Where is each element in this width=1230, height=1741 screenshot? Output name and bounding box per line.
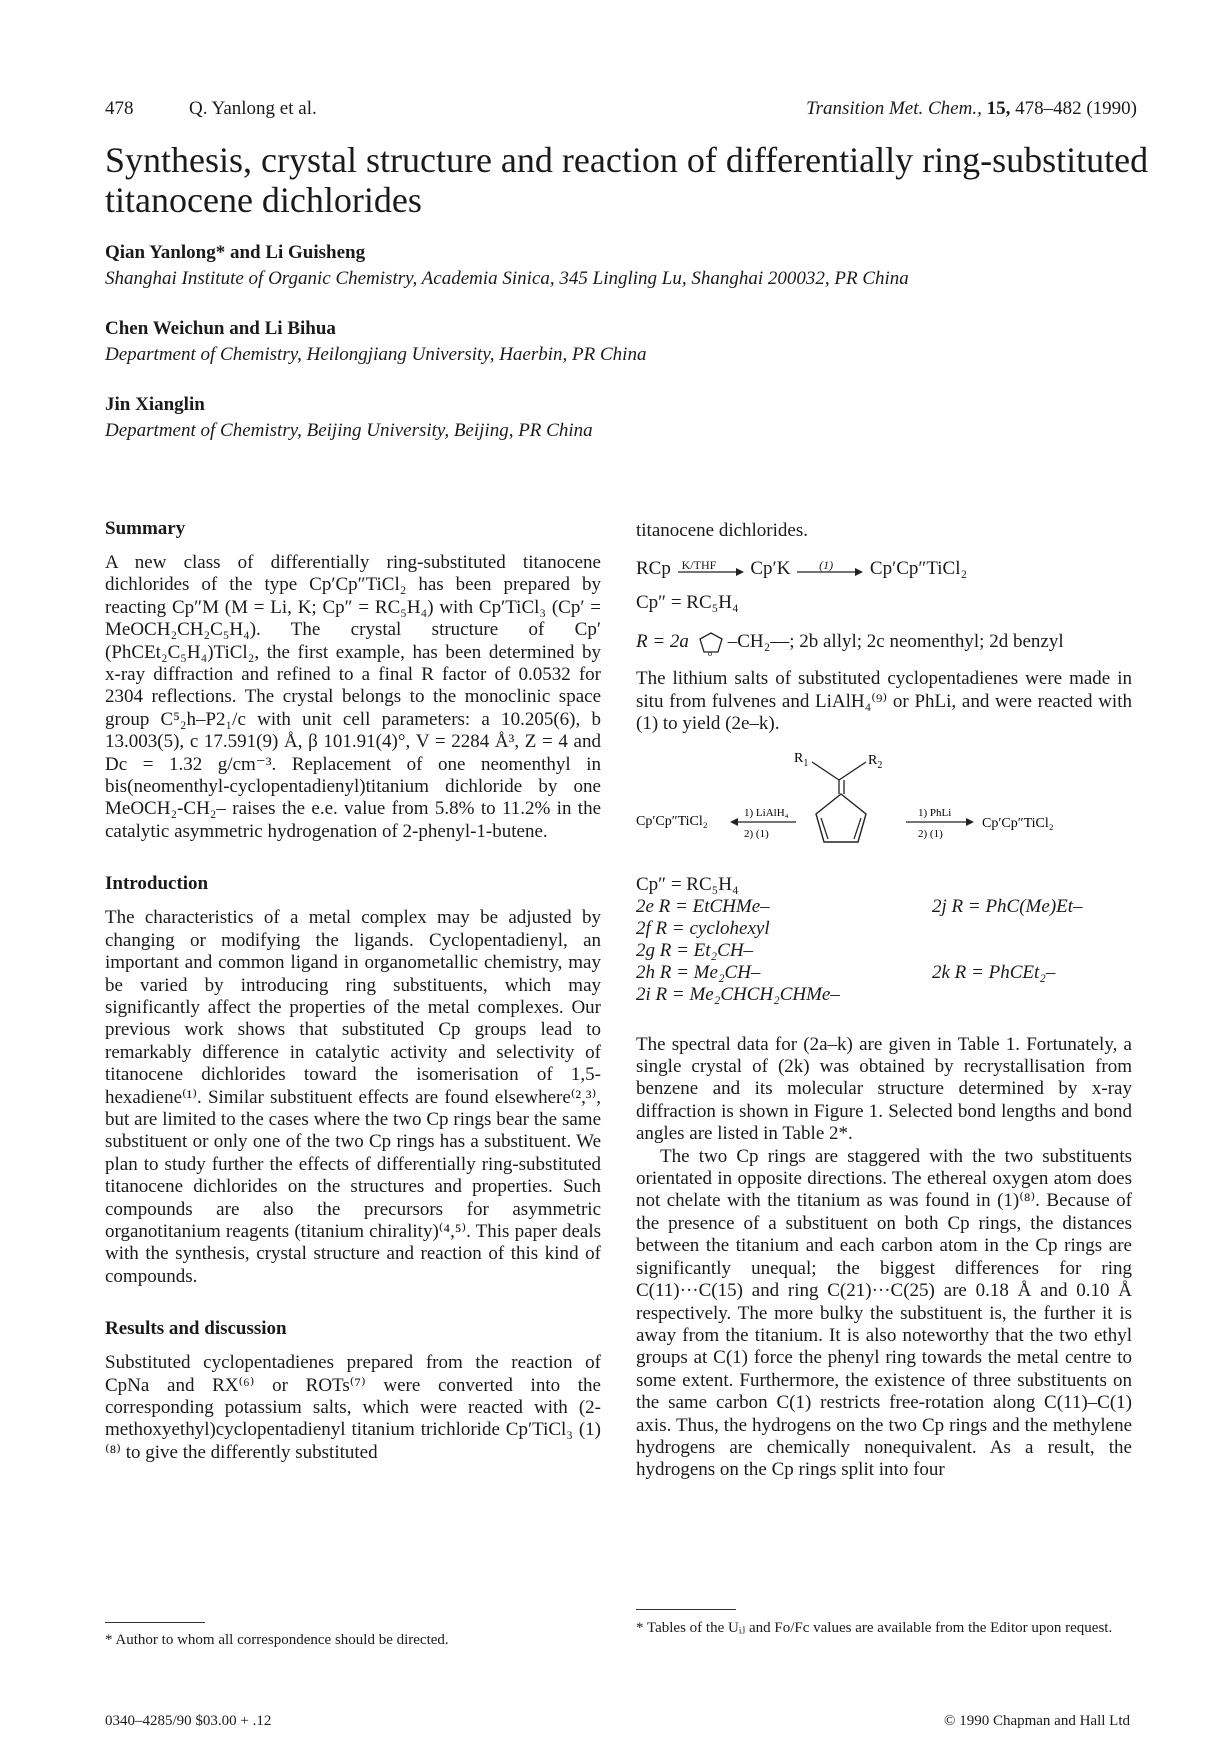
copyright: © 1990 Chapman and Hall Ltd <box>944 1713 1130 1729</box>
journal-citation <box>806 98 1137 120</box>
reactant: RCp <box>636 558 671 580</box>
substituent-2g: 2g R = Et₂CH– <box>636 939 754 961</box>
scheme-line <box>636 620 1132 664</box>
right-column <box>636 520 1132 1482</box>
substituent-2k: 2k R = PhCEt₂– <box>932 961 1056 983</box>
spectral-paragraph: The spectral data for (2a–k) are given in Table 1. Fortunately, a single crystal of (2k) was obtained by recrystallisation from benzene and its molecular structure determined by x-ray diffraction is shown in Figure 1. Selected bond lengths and bond angles are listed in Table 2*. <box>636 1033 1132 1145</box>
arrow-icon <box>795 564 865 584</box>
author-names: Qian Yanlong* and Li Guisheng <box>105 242 366 263</box>
summary-paragraph: A new class of differentially ring-substituted titanocene dichlorides of the type Cp′Cp″TiCl₂ has been prepared by reacting Cp″M (M = Li, K; Cp″ = RC₅H₄) with Cp′TiCl₃ (Cp′ = MeOCH₂CH₂C₅H₄). The crystal structure of Cp′(PhCEt₂C₅H₄)TiCl₂, the first example, has been determined by x-ray diffraction and refined to a final R factor of 0.0532 for 2304 reflections. The crystal belongs to the monoclinic space group C⁵₂h–P2₁/c with unit cell parameters: a 10.205(6), b 13.003(5), c 17.591(9) Å, β 101.91(4)°, V = 2284 Å³, Z = 4 and Dc = 1.32 g/cm⁻³. Replacement of one neomenthyl in bis(neomenthyl-cyclopentadienyl)titanium dichloride by one MeOCH₂-CH₂– raises the e.e. value from 5.8% to 11.2% in the catalytic asymmetric hydrogenation of 2-phenyl-1-butene. <box>105 552 601 842</box>
author-block <box>105 240 1135 468</box>
right-reagent-top: 1) PhLi <box>918 806 952 819</box>
fulvene-scheme <box>636 742 1132 870</box>
summary-heading: Summary <box>105 518 186 539</box>
footnote-right: * Tables of the Uᵢⱼ and Fo/Fc values are available from the Editor upon request. <box>636 1620 1113 1636</box>
substituent-2j: 2j R = PhC(Me)Et– <box>932 895 1083 917</box>
right-arrow-head <box>966 818 974 826</box>
arrow-icon <box>676 564 746 584</box>
article-title: Synthesis, crystal structure and reaction of differentially ring-substituted titanocene dichlorides <box>105 140 1149 220</box>
journal-name: Transition Met. Chem., <box>806 98 982 119</box>
footnote-left: * Author to whom all correspondence should be directed. <box>105 1632 449 1648</box>
intermediate: Cp′K <box>750 558 791 580</box>
reaction-arrow <box>795 560 865 580</box>
substituent-table <box>636 874 1132 1006</box>
arrow-reagent: (1) <box>819 558 834 573</box>
author-names: Jin Xianglin <box>105 394 205 415</box>
structure-paragraph: The two Cp rings are staggered with the two substituents orientated in opposite directions. The ethereal oxygen atom does not chelate with the titanium as was found in (1)⁽⁸⁾. Because of the presence of a substituent on both Cp rings, the distances between the titanium and each carbon atom in the Cp rings are significantly unequal; the biggest differences for ring C(11)···C(15) and ring C(21)···C(25) are 0.18 Å and 0.10 Å respectively. The more bulky the substituent is, the further it is away from the titanium. It is also noteworthy that the two ethyl groups at C(1) force the phenyl ring towards the metal centre to some extent. Furthermore, the existence of three substituents on the same carbon C(1) restricts free-rotation along C(11)–C(1) axis. Thus, the hydrogens on the two Cp rings and the methylene hydrogens are chemically nonequivalent. As a result, the hydrogens on the Cp rings split into four <box>636 1145 1132 1481</box>
substituent-list: –CH₂—; 2b allyl; 2c neomenthyl; 2d benzyl <box>727 631 1064 653</box>
substituent-2e: 2e R = EtCHMe– <box>636 895 770 917</box>
scheme-line: Cp″ = RC₅H₄ <box>636 592 739 614</box>
author-affiliation: Shanghai Institute of Organic Chemistry, Academia Sinica, 345 Lingling Lu, Shanghai 200032, PR China <box>105 268 909 289</box>
results-heading: Results and discussion <box>105 1318 287 1340</box>
author-affiliation: Department of Chemistry, Beijing University, Beijing, PR China <box>105 420 593 441</box>
footnote-rule-right <box>636 1609 736 1610</box>
reaction-scheme-2 <box>636 742 1132 870</box>
page-number: 478 <box>105 98 134 119</box>
author-affiliation: Department of Chemistry, Heilongjiang University, Haerbin, PR China <box>105 344 647 365</box>
left-reagent-top: 1) LiAlH₄ <box>744 806 789 819</box>
issn-code: 0340–4285/90 $03.00 + .12 <box>105 1713 272 1729</box>
substituent-prefix: R = 2a <box>636 631 689 653</box>
results-paragraph: Substituted cyclopentadienes prepared from the reaction of CpNa and RX⁽⁶⁾ or ROTs⁽⁷⁾ were converted into the corresponding potassium salts, which were reacted with (2-methoxyethyl)cyclopentadienyl titanium trichloride Cp′TiCl₃ (1)⁽⁸⁾ to give the differently substituted <box>105 1352 601 1463</box>
continued-text: titanocene dichlorides. <box>636 520 808 541</box>
thf-ring-icon <box>694 629 728 657</box>
introduction-heading: Introduction <box>105 873 209 895</box>
right-product: Cp′Cp″TiCl₂ <box>982 815 1054 831</box>
left-reagent-bottom: 2) (1) <box>744 827 769 840</box>
left-product: Cp′Cp″TiCl₂ <box>636 813 708 829</box>
introduction-paragraph: The characteristics of a metal complex may be adjusted by changing or modifying the ligands. Cyclopentadienyl, an important and common ligand in organometallic chemistry, may be varied by introducing ring substituents, which may significantly affect the properties of the metal complexes. Our previous work shows that substituted Cp groups lead to remarkably difference in catalytic activity and selectivity of titanocene dichlorides toward the isomerisation of 1,5-hexadiene⁽¹⁾. Similar substituent effects are found elsewhere⁽²,³⁾, but are limited to the cases where the two Cp rings bear the same substituent or only one of the two Cp rings has a substituent. We plan to study further the effects of differentially ring-substituted titanocene dichlorides on the structures and properties. Such compounds are also the precursors for asymmetric organotitanium reagents (titanium chirality)⁽⁴,⁵⁾. This paper deals with the synthesis, crystal structure and reaction of this kind of compounds. <box>105 907 601 1287</box>
left-column <box>105 518 601 1464</box>
cp-definition: Cp″ = RC₅H₄ <box>636 873 739 895</box>
arrow-reagent: K/THF <box>681 558 717 573</box>
substituent-2f: 2f R = cyclohexyl <box>636 917 770 939</box>
left-arrow-head <box>730 818 738 826</box>
svg-text:o: o <box>707 649 712 658</box>
running-header <box>105 98 1137 124</box>
reaction-arrow <box>676 560 746 580</box>
substituent-2h: 2h R = Me₂CH– <box>636 961 761 983</box>
substituent-2i: 2i R = Me₂CHCH₂CHMe– <box>636 983 840 1005</box>
journal-pages: 478–482 (1990) <box>1015 98 1137 119</box>
product: Cp′Cp″TiCl₂ <box>869 558 968 580</box>
scheme-line <box>636 552 1132 586</box>
journal-volume: 15, <box>986 98 1011 119</box>
r2-label: $R_2$ <box>868 752 883 771</box>
running-author: Q. Yanlong et al. <box>189 98 317 119</box>
reaction-scheme-1 <box>636 552 1132 664</box>
right-reagent-bottom: 2) (1) <box>918 827 943 840</box>
author-names: Chen Weichun and Li Bihua <box>105 318 336 339</box>
r1-label: $R_1$ <box>794 750 809 769</box>
footnote-rule-left <box>105 1622 205 1623</box>
lithium-paragraph: The lithium salts of substituted cyclopentadienes were made in situ from fulvenes and LiAlH₄⁽⁹⁾ or PhLi, and were reacted with (1) to yield (2e–k). <box>636 668 1132 735</box>
